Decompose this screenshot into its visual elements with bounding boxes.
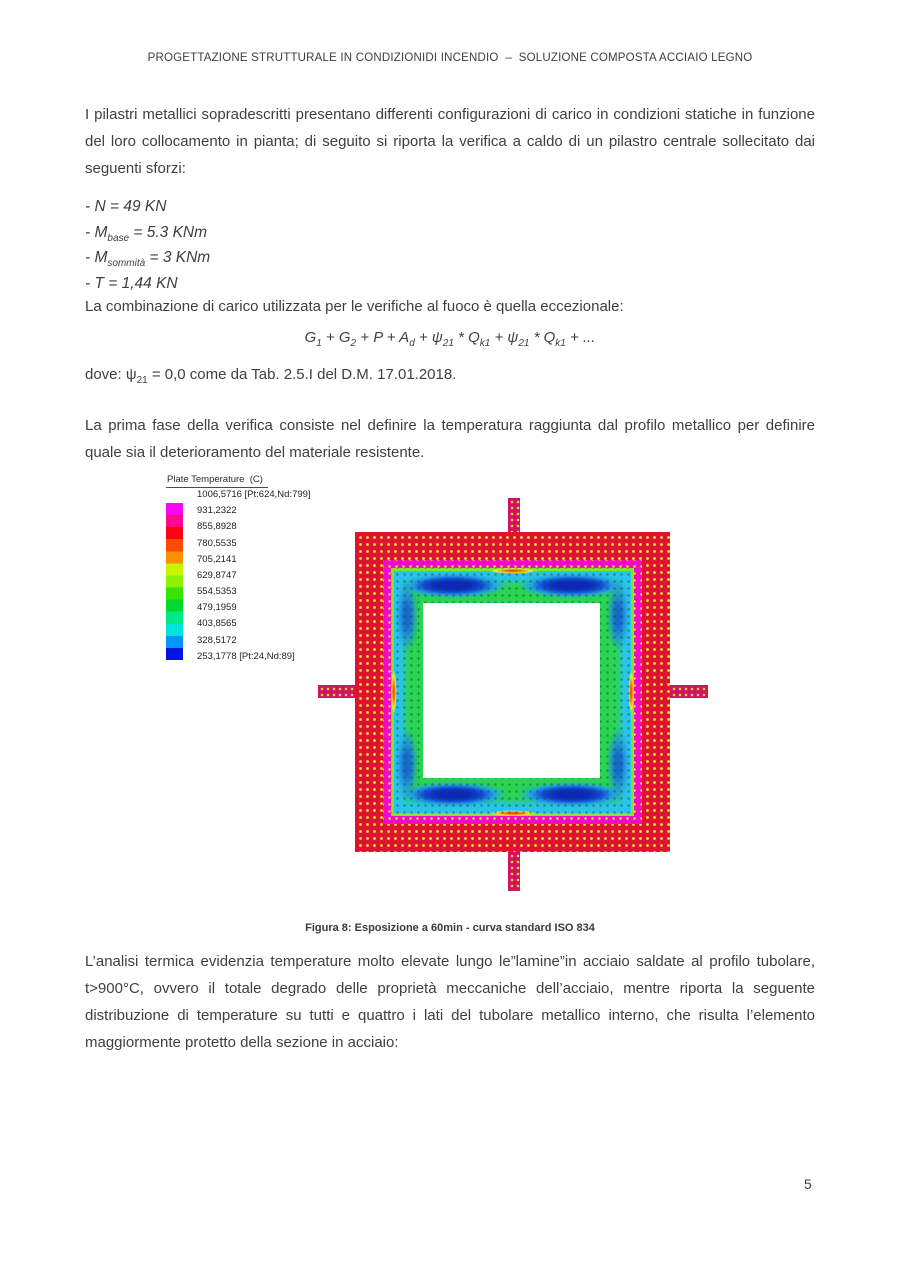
paragraph-prima-fase: La prima fase della verifica consiste nel definire la temperatura raggiunta dal profilo metallico per definire quale sia il deterioramento del materiale resistente. [85, 417, 815, 461]
fem-mesh-plot [318, 498, 708, 892]
legend-value: 705,2141 [197, 554, 237, 565]
legend-value: 629,8747 [197, 570, 237, 581]
mesh-magenta-ring [383, 560, 642, 824]
force-item-n: - N = 49 KN [85, 198, 167, 215]
load-combination-formula: $G_1 + G_2 + P + A_d + \psi_{21} * Q_{k1} + \psi_{21} * Q_{k1}$ + ... [304, 329, 596, 349]
legend-title: Plate Temperature (C) [166, 474, 268, 488]
steel-lamina-left [318, 685, 355, 698]
force-item-t: - T = 1,44 KN [85, 274, 178, 292]
legend-value: 1006,5716 [Pt:624,Nd:799] [197, 489, 311, 500]
legend-value: 479,1959 [197, 602, 237, 613]
mesh-inner-tube-ring [391, 568, 634, 816]
legend-value: 931,2322 [197, 505, 237, 516]
forces-list [85, 197, 210, 299]
figure-caption: Figura 8: Esposizione a 60min - curva standard ISO 834 [305, 922, 595, 934]
paragraph-analisi: L’analisi termica evidenzia temperature molto elevate lungo le”lamine”in acciaio saldate al profilo tubolare, t>900°C, ovvero il totale degrado delle proprietà meccaniche dell’acciaio, mentre riporta la seguente distribuzione di temperature su tutti e quattro i lati del tubolare metallico interno, che risulta l’elemento maggiormente protetto della sezione in acciaio: [85, 953, 815, 1051]
legend-value: 403,8565 [197, 618, 237, 629]
legend-value: 855,8928 [197, 521, 237, 532]
paragraph-intro: I pilastri metallici sopradescritti presentano differenti configurazioni di carico in condizioni statiche in funzione del loro collocamento in pianta; di seguito si riporta la verifica a caldo di un pilastro centrale sollecitato dai seguenti sforzi: [85, 106, 815, 177]
page-header: PROGETTAZIONE STRUTTURALE IN CONDIZIONIDI INCENDIO – SOLUZIONE COMPOSTA ACCIAIO LEGNO [147, 52, 753, 64]
legend-value: 554,5353 [197, 586, 237, 597]
legend-colorbar [166, 503, 183, 660]
legend-value: 780,5535 [197, 538, 237, 549]
legend-value: 253,1778 [Pt:24,Nd:89] [197, 651, 295, 662]
force-item-mbase: - $M_{base} = 5.3$ KNm [85, 223, 208, 244]
mesh-hot-red-zone [355, 532, 670, 852]
page-number: 5 [804, 1176, 812, 1192]
mesh-hollow-center [423, 603, 600, 778]
steel-lamina-right [670, 685, 708, 698]
dove-note: dove: $\psi_{21} = 0,0$ come da Tab. 2.5.I del D.M. 17.01.2018. [85, 366, 457, 386]
legend-value: 328,5172 [197, 635, 237, 646]
paragraph-combo: La combinazione di carico utilizzata per le verifiche al fuoco è quella eccezionale: [85, 298, 624, 315]
steel-lamina-bottom [508, 852, 520, 891]
steel-lamina-top [508, 498, 520, 533]
force-item-msommita: - $M_{sommità} = 3$ KNm [85, 249, 211, 270]
